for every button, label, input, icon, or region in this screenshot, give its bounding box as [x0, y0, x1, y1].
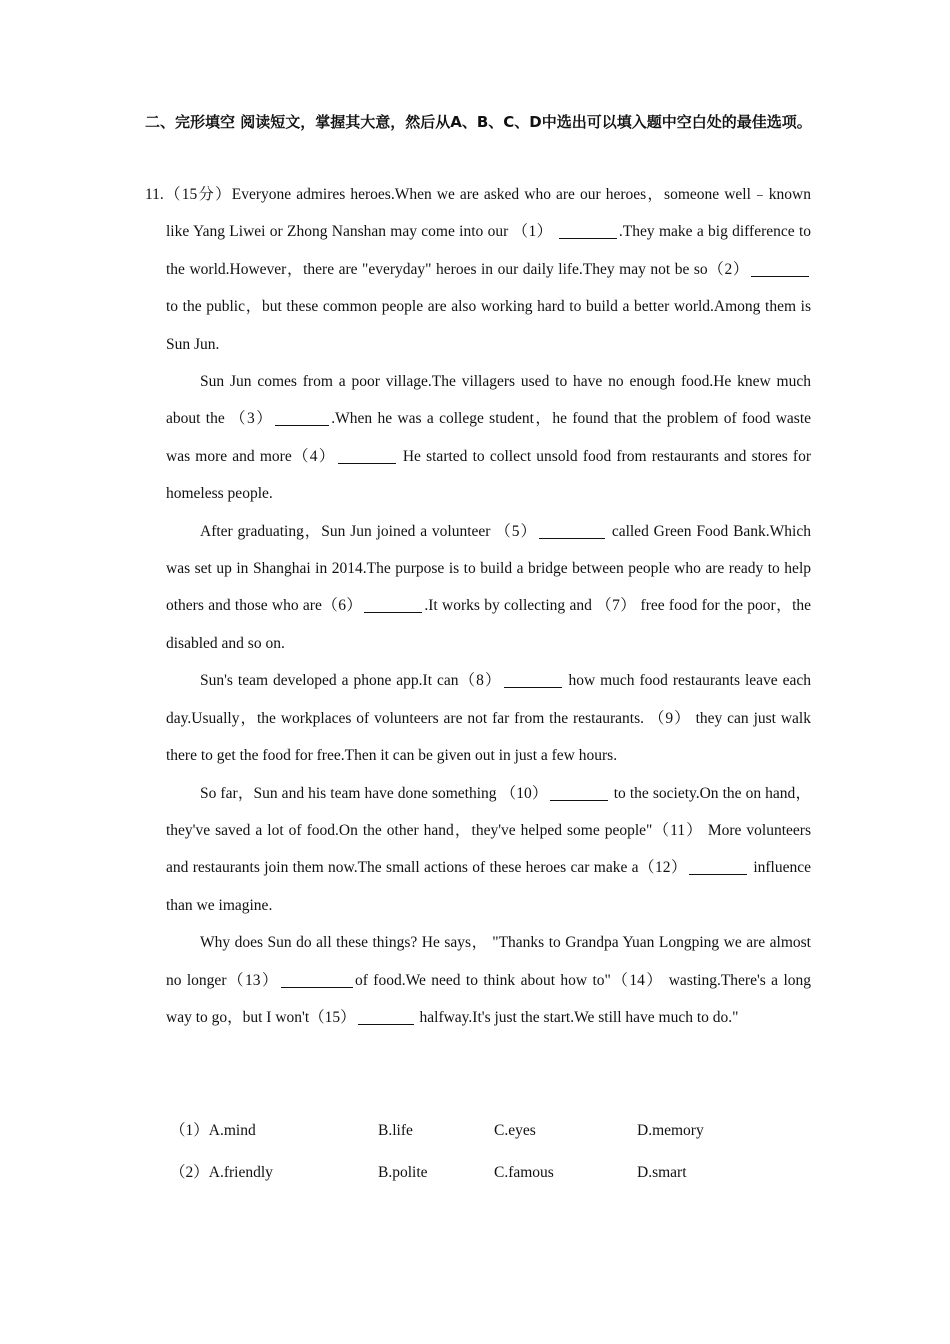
blank-1[interactable]: [559, 223, 617, 240]
option-row-2: [170, 1154, 810, 1196]
passage-text: .It works by collecting and （7） free food for the poor，the disabled and so on.: [166, 597, 812, 652]
passage-text: Sun's team developed a phone app.It can（8）: [200, 672, 502, 690]
question-number: 11.: [145, 186, 164, 203]
option-a[interactable]: A.mind: [208, 1122, 256, 1139]
answer-options: [170, 1112, 810, 1196]
passage-text: He started to collect unsold food from restaurants and stores for homeless people.: [166, 447, 811, 503]
passage-text: .They make a big difference to the world.However，there are "everyday" heroes in our daily life.They may not be so（2）: [166, 223, 812, 278]
passage-text: halfway.It's just the start.We still have much to do.": [415, 1008, 739, 1026]
option-a[interactable]: A.friendly: [208, 1164, 273, 1181]
passage-text: to the society.On the on hand，they've saved a lot of food.On the other hand，they've helped some people"（11） More volunteers and restaurants join them now.The small actions of these heroes car make a（12）: [166, 784, 811, 877]
blank-13[interactable]: [281, 971, 353, 988]
question-score: （15分）: [163, 186, 232, 203]
blank-10[interactable]: [550, 784, 608, 801]
option-row-label: （1）A.mind: [170, 1122, 256, 1139]
passage-paragraph-2: [166, 363, 811, 513]
passage-paragraph-3: [166, 513, 811, 663]
passage-paragraph-4: [166, 662, 811, 774]
passage-text: influence than we imagine.: [166, 859, 811, 914]
blank-6[interactable]: [364, 597, 422, 614]
passage-paragraph-5: [166, 775, 811, 925]
passage-text: how much food restaurants leave each day.Usually，the workplaces of volunteers are not far from the restaurants. （9） they can just walk there to get the food for free.Then it can be given out in just a few hours.: [166, 672, 811, 765]
option-row-1: [170, 1112, 810, 1154]
cloze-passage: [145, 176, 812, 1036]
passage-text: So far，Sun and his team have done something （10）: [200, 784, 548, 802]
option-d[interactable]: D.memory: [637, 1122, 704, 1139]
passage-text: After graduating，Sun Jun joined a volunteer （5）: [200, 522, 537, 540]
section-title: 二、完形填空 阅读短文，掌握其大意，然后从A、B、C、D中选出可以填入题中空白处的最佳选项。: [145, 113, 812, 131]
blank-5[interactable]: [539, 522, 605, 539]
passage-text: to the public，but these common people are also working hard to build a better world.Among them is Sun Jun.: [166, 298, 811, 353]
option-d[interactable]: D.smart: [637, 1164, 687, 1181]
passage-text: .When he was a college student，he found that the problem of food waste was more and more（4）: [166, 410, 812, 465]
option-c[interactable]: C.eyes: [494, 1122, 536, 1139]
passage-text: Sun Jun comes from a poor village.The villagers used to have no enough food.He knew much about the （3）: [166, 373, 811, 428]
option-b[interactable]: B.polite: [378, 1164, 428, 1181]
blank-8[interactable]: [504, 672, 562, 689]
option-b[interactable]: B.life: [378, 1122, 413, 1139]
blank-3[interactable]: [275, 410, 329, 427]
blank-15[interactable]: [358, 1008, 414, 1025]
blank-4[interactable]: [338, 447, 396, 464]
blank-12[interactable]: [689, 859, 747, 876]
passage-text: called Green Food Bank.Which was set up in Shanghai in 2014.The purpose is to build a bridge between people who are ready to help others and those who are（6）: [166, 522, 811, 615]
passage-text: Why does Sun do all these things? He says， "Thanks to Grandpa Yuan Longping we are almost no longer（13）: [166, 934, 811, 989]
blank-2[interactable]: [751, 260, 809, 277]
option-row-label: （2）A.friendly: [170, 1164, 273, 1181]
passage-paragraph-1-start: Everyone admires heroes.When we are asked who are our heroes，someone well﹣known like Yang Liwei or Zhong Nanshan may come into our （1）: [166, 186, 811, 241]
passage-paragraph-1-wrap: [145, 176, 811, 363]
option-c[interactable]: C.famous: [494, 1164, 554, 1181]
passage-text: of food.We need to think about how to"（14） wasting.There's a long way to go，but I won't（15）: [166, 971, 811, 1026]
passage-paragraph-6: [166, 924, 811, 1036]
